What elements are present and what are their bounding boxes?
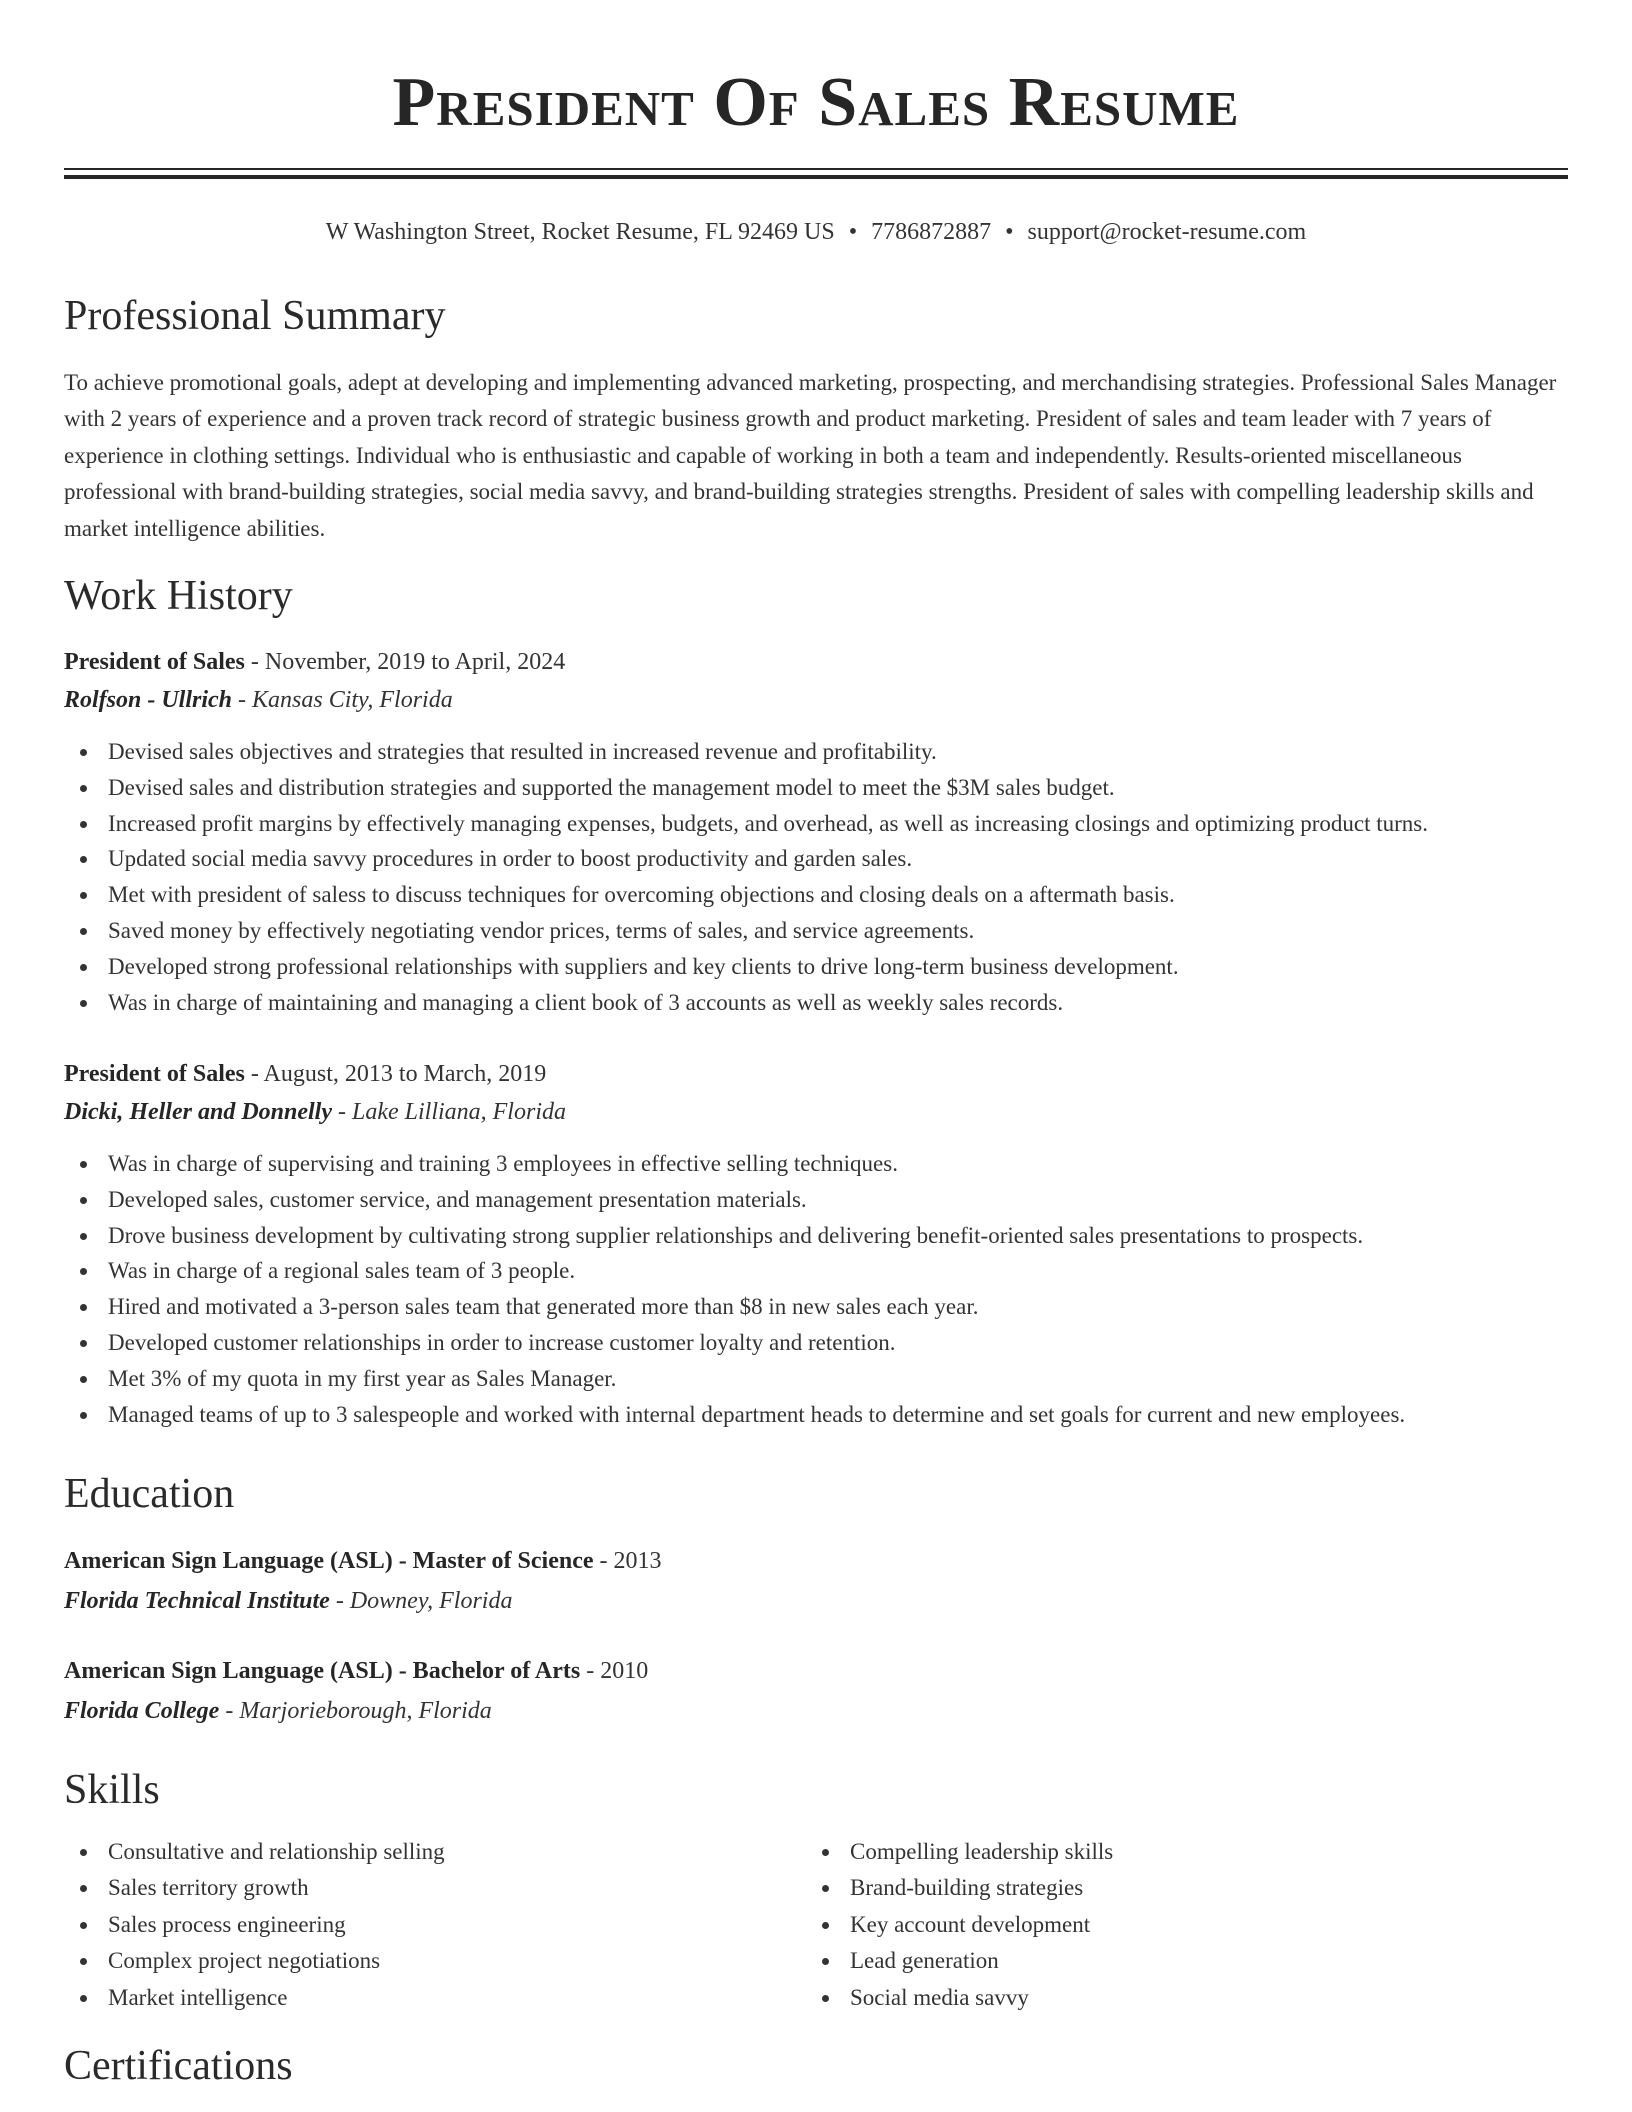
- list-item: Updated social media savvy procedures in order to boost productivity and garden sales.: [64, 841, 1568, 877]
- job-dates: - August, 2013 to March, 2019: [244, 1061, 547, 1087]
- skill-item: Consultative and relationship selling: [64, 1834, 445, 1870]
- school-name: Florida College: [64, 1698, 220, 1724]
- list-item: Was in charge of supervising and training 3 employees in effective selling techniques.: [64, 1146, 1568, 1182]
- education-heading: Education: [64, 1471, 235, 1517]
- job-company-line: [64, 684, 453, 716]
- list-item: Devised sales objectives and strategies that resulted in increased revenue and profitability.: [64, 734, 1568, 770]
- skill-item: Complex project negotiations: [64, 1943, 445, 1979]
- job-company: Dicki, Heller and Donnelly: [64, 1099, 332, 1125]
- skill-item: Compelling leadership skills: [806, 1834, 1113, 1870]
- list-item: Developed customer relationships in order to increase customer loyalty and retention.: [64, 1325, 1568, 1361]
- summary-heading: Professional Summary: [64, 293, 446, 339]
- school-location: - Marjorieborough, Florida: [219, 1698, 492, 1724]
- list-item: Was in charge of a regional sales team of 3 people.: [64, 1253, 1568, 1289]
- list-item: Devised sales and distribution strategies and supported the management model to meet the $3M sales budget.: [64, 770, 1568, 806]
- skill-item: Sales process engineering: [64, 1907, 445, 1943]
- school-line: [64, 1585, 512, 1617]
- skills-list-right: [806, 1834, 1113, 2016]
- list-item: Developed strong professional relationships with suppliers and key clients to drive long-term business development.: [64, 949, 1568, 985]
- degree-name: American Sign Language (ASL) - Bachelor of Arts: [64, 1658, 581, 1684]
- contact-address: W Washington Street, Rocket Resume, FL 92469 US: [325, 219, 835, 245]
- degree-line: [64, 1545, 662, 1577]
- list-item: Hired and motivated a 3-person sales team that generated more than $8 in new sales each year.: [64, 1289, 1568, 1325]
- skill-item: Lead generation: [806, 1943, 1113, 1979]
- skill-item: Market intelligence: [64, 1980, 445, 2016]
- list-item: Met 3% of my quota in my first year as Sales Manager.: [64, 1361, 1568, 1397]
- page-title: President Of Sales Resume: [392, 64, 1240, 141]
- skill-item: Brand-building strategies: [806, 1870, 1113, 1906]
- list-item: Met with president of saless to discuss techniques for overcoming objections and closing deals on a aftermath basis.: [64, 877, 1568, 913]
- skill-item: Social media savvy: [806, 1980, 1113, 2016]
- title-divider-thin: [64, 168, 1568, 170]
- degree-year: - 2013: [593, 1548, 662, 1574]
- job-company-line: [64, 1096, 566, 1128]
- contact-separator: •: [1005, 219, 1014, 245]
- work-history-heading: Work History: [64, 573, 293, 619]
- certifications-heading: Certifications: [64, 2043, 293, 2089]
- list-item: Was in charge of maintaining and managing a client book of 3 accounts as well as weekly sales records.: [64, 985, 1568, 1021]
- resume-page: [64, 0, 1568, 2112]
- job-dates: - November, 2019 to April, 2024: [244, 649, 566, 675]
- degree-line: [64, 1655, 648, 1687]
- list-item: Drove business development by cultivating strong supplier relationships and delivering benefit-oriented sales presentations to prospects.: [64, 1218, 1568, 1254]
- job-title: President of Sales: [64, 1061, 245, 1087]
- summary-text: To achieve promotional goals, adept at developing and implementing advanced marketing, prospecting, and merchandising strategies. Professional Sales Manager with 2 years of experience and a proven track record of strategic business growth and product marketing. President of sales and team leader with 7 years of experience in clothing settings. Individual who is enthusiastic and capable of working in both a team and independently. Results-oriented miscellaneous professional with brand-building strategies, social media savvy, and brand-building strategies strengths. President of sales with compelling leadership skills and market intelligence abilities.: [64, 370, 1557, 541]
- job-bullets: [64, 734, 1568, 1020]
- skills-heading: Skills: [64, 1767, 160, 1813]
- job-location: - Lake Lilliana, Florida: [331, 1099, 566, 1125]
- contact-phone: 7786872887: [871, 219, 992, 245]
- contact-line: [64, 216, 1568, 248]
- job-title-line: [64, 646, 565, 678]
- skills-list-left: [64, 1834, 445, 2016]
- contact-separator: •: [848, 219, 858, 245]
- job-title-line: [64, 1058, 546, 1090]
- skill-item: Key account development: [806, 1907, 1113, 1943]
- job-company: Rolfson - Ullrich: [64, 687, 233, 713]
- title-divider-thick: [64, 175, 1568, 179]
- contact-email[interactable]: support@rocket-resume.com: [1027, 219, 1307, 245]
- school-name: Florida Technical Institute: [64, 1588, 330, 1614]
- school-location: - Downey, Florida: [329, 1588, 513, 1614]
- job-title: President of Sales: [64, 649, 245, 675]
- school-line: [64, 1695, 492, 1727]
- list-item: Managed teams of up to 3 salespeople and worked with internal department heads to determine and set goals for current and new employees.: [64, 1397, 1568, 1433]
- skill-item: Sales territory growth: [64, 1870, 445, 1906]
- degree-name: American Sign Language (ASL) - Master of Science: [64, 1548, 594, 1574]
- list-item: Saved money by effectively negotiating vendor prices, terms of sales, and service agreements.: [64, 913, 1568, 949]
- job-location: - Kansas City, Florida: [232, 687, 453, 713]
- degree-year: - 2010: [580, 1658, 649, 1684]
- job-bullets: [64, 1146, 1568, 1432]
- list-item: Developed sales, customer service, and management presentation materials.: [64, 1182, 1568, 1218]
- list-item: Increased profit margins by effectively managing expenses, budgets, and overhead, as well as increasing closings and optimizing product turns.: [64, 806, 1568, 842]
